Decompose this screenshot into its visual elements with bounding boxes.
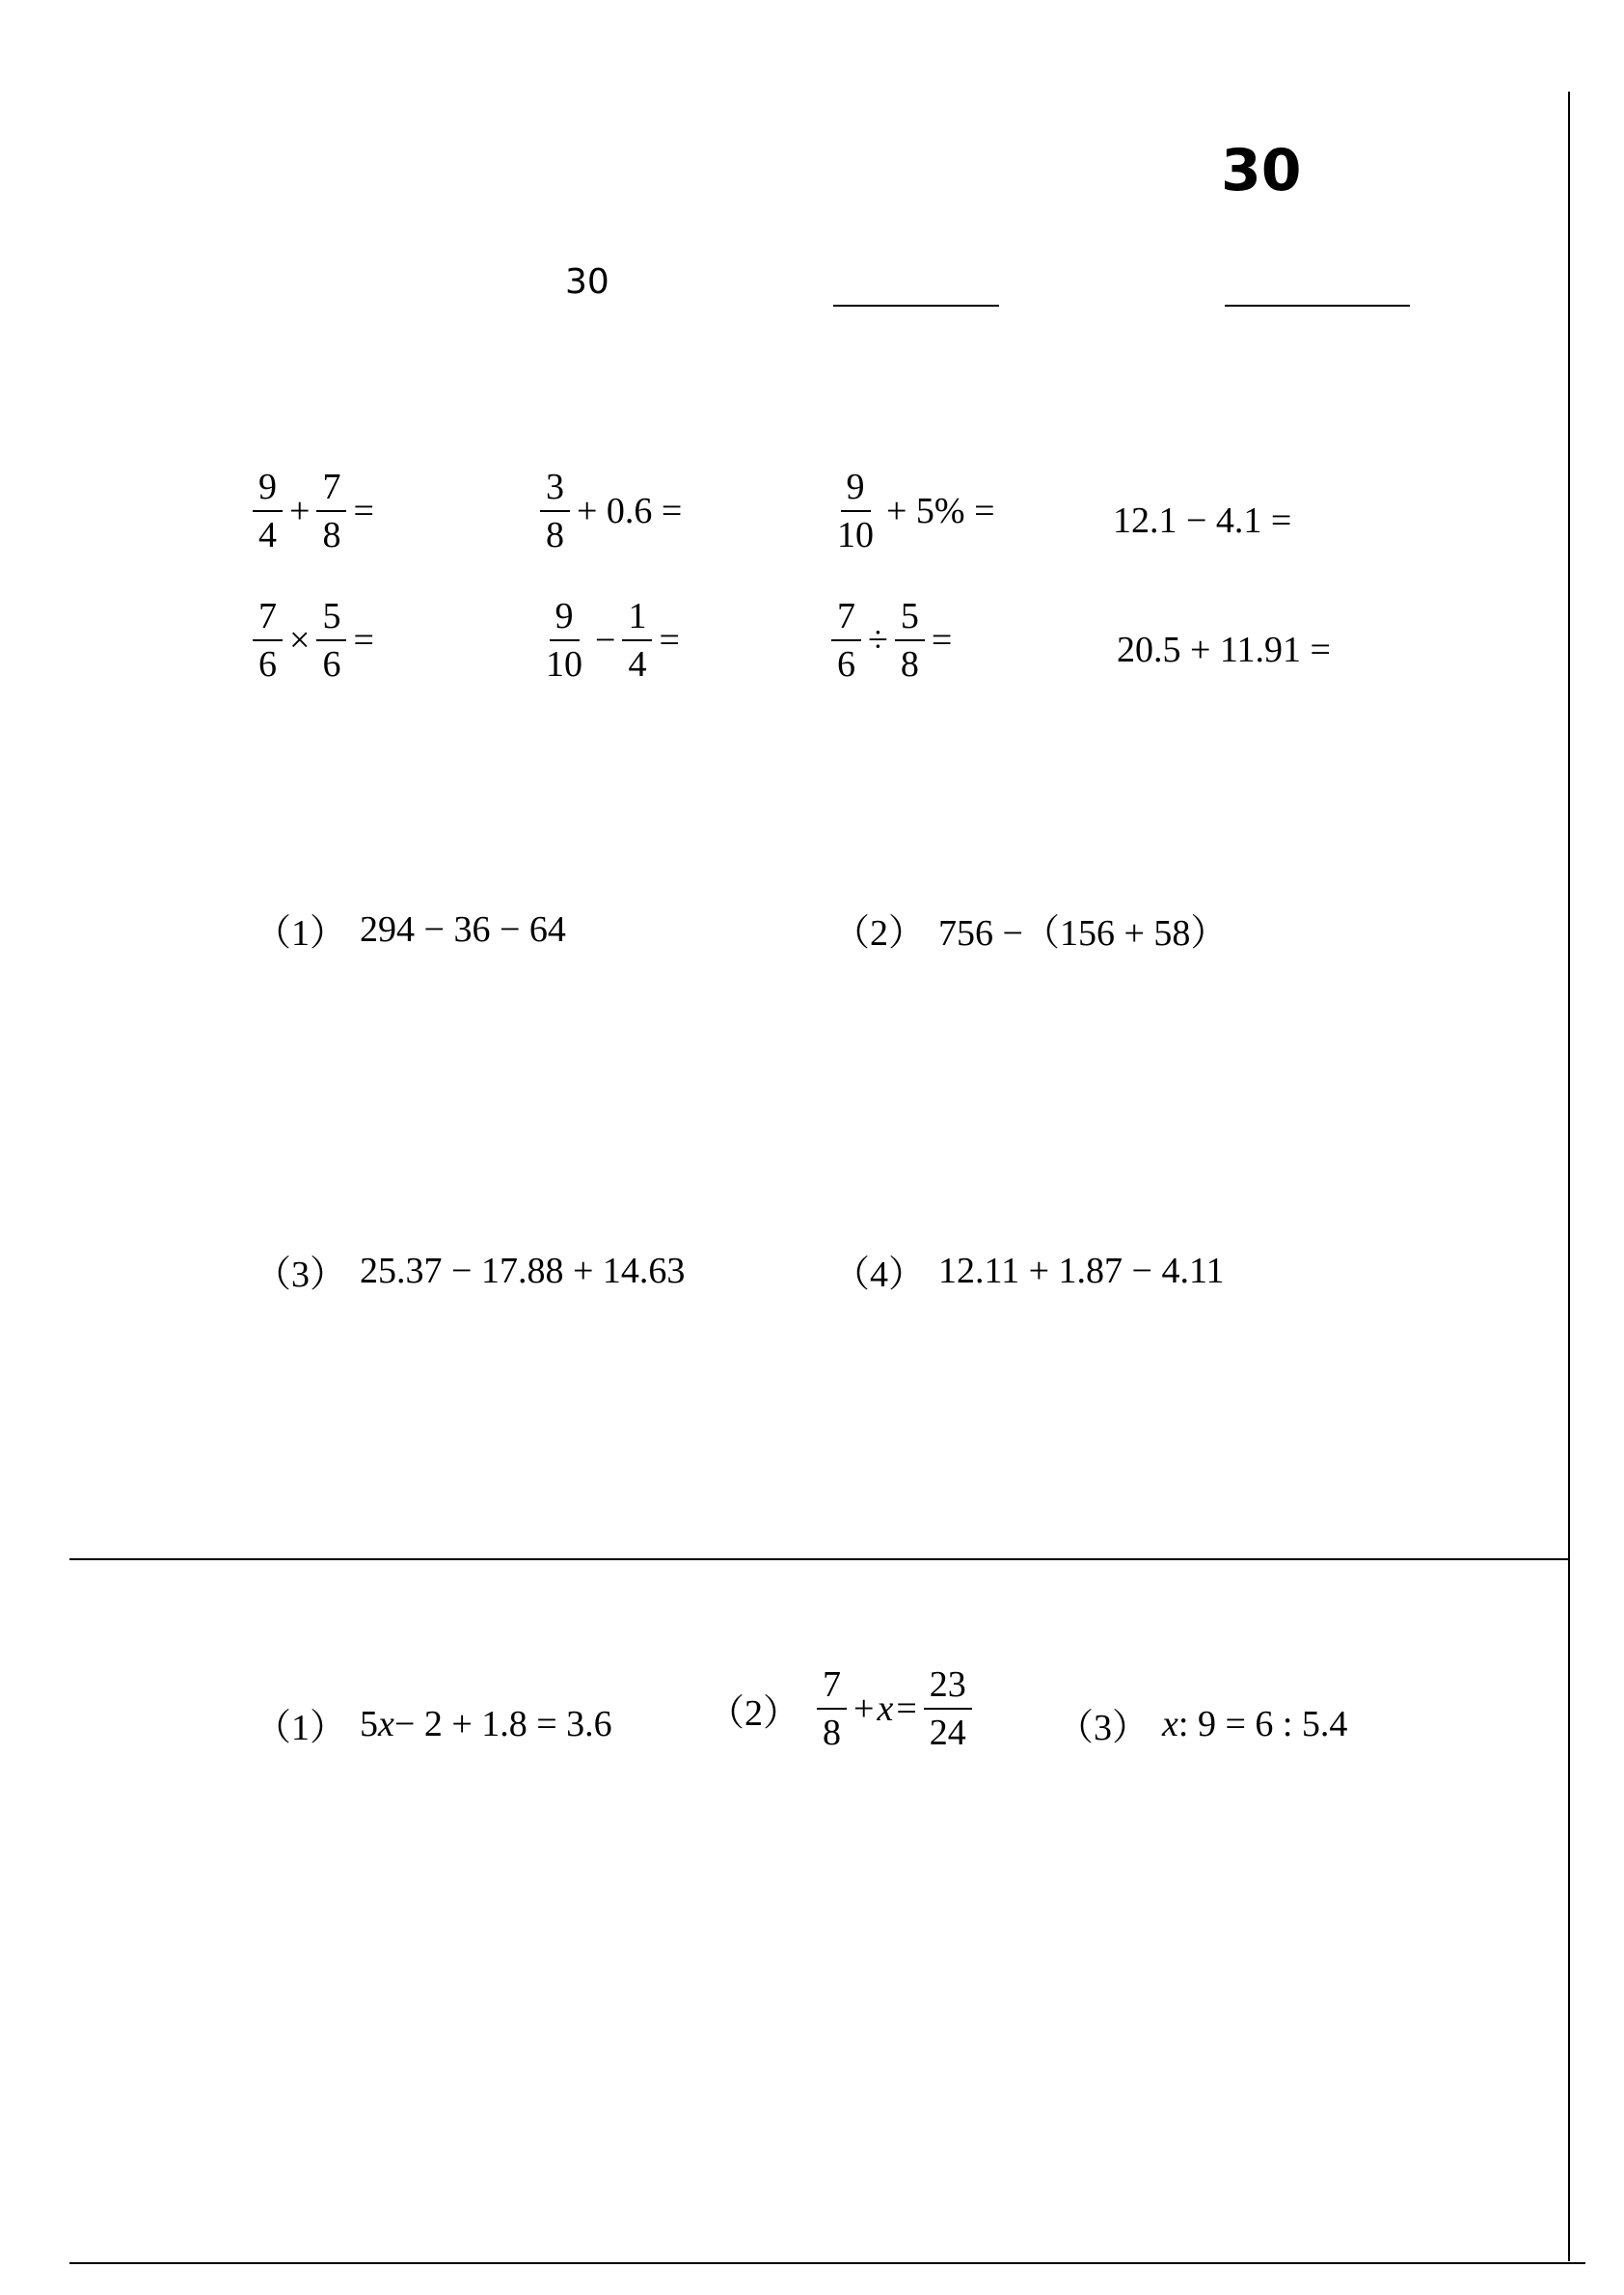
oral-r1c1: $\frac{9}{4}$ + $\frac{7}{8}$ = (249, 469, 377, 554)
oral-r2c3: $\frac{7}{6}$ ÷ $\frac{5}{8}$ = (827, 598, 955, 683)
bottom-border-line (69, 2262, 1585, 2264)
fraction: $\frac{3}{8}$ (540, 469, 570, 554)
fraction: $\frac{23}{24}$ (924, 1666, 972, 1751)
oral-r2c1: $\frac{7}{6}$ × $\frac{5}{6}$ = (249, 598, 377, 683)
right-border-line (1568, 92, 1570, 2261)
equation-3: （3） x : 9 = 6 : 5.4 (1057, 1703, 1348, 1748)
fraction: $\frac{5}{8}$ (895, 598, 925, 683)
fraction: $\frac{9}{4}$ (253, 469, 283, 554)
oral-r1c3: $\frac{9}{10}$ + 5% = (827, 469, 998, 554)
answer-blank-2[interactable] (1225, 305, 1410, 307)
section-divider-line (69, 1558, 1568, 1560)
answer-blank-1[interactable] (833, 305, 999, 307)
equation-2: （2） $\frac{7}{8}$ + x = $\frac{23}{24}$ (708, 1666, 976, 1751)
subtitle-number: 30 (565, 262, 609, 302)
page-title-number: 30 (1221, 137, 1302, 204)
fraction: $\frac{7}{8}$ (316, 469, 346, 554)
oral-r1c4: 12.1 − 4.1 = (1113, 500, 1292, 541)
calc-q1: （1） 294 − 36 − 64 (255, 908, 566, 954)
oral-r2c2: $\frac{9}{10}$ − $\frac{1}{4}$ = (536, 598, 683, 683)
fraction: $\frac{5}{6}$ (316, 598, 346, 683)
fraction: $\frac{7}{8}$ (817, 1666, 847, 1751)
calc-q2: （2） 756 −（156 + 58） (833, 913, 1228, 954)
fraction: $\frac{7}{6}$ (831, 598, 861, 683)
fraction: $\frac{9}{10}$ (837, 467, 874, 555)
fraction: $\frac{7}{6}$ (253, 598, 283, 683)
fraction: $\frac{1}{4}$ (622, 598, 652, 683)
oral-r1c2: $\frac{3}{8}$ + 0.6 = (536, 469, 685, 554)
calc-q4: （4） 12.11 + 1.87 − 4.11 (833, 1250, 1225, 1295)
oral-r2c4: 20.5 + 11.91 = (1117, 630, 1331, 670)
calc-q3: （3） 25.37 − 17.88 + 14.63 (255, 1250, 686, 1295)
equation-1: （1） 5 x − 2 + 1.8 = 3.6 (255, 1703, 612, 1748)
fraction: $\frac{9}{10}$ (546, 596, 582, 685)
